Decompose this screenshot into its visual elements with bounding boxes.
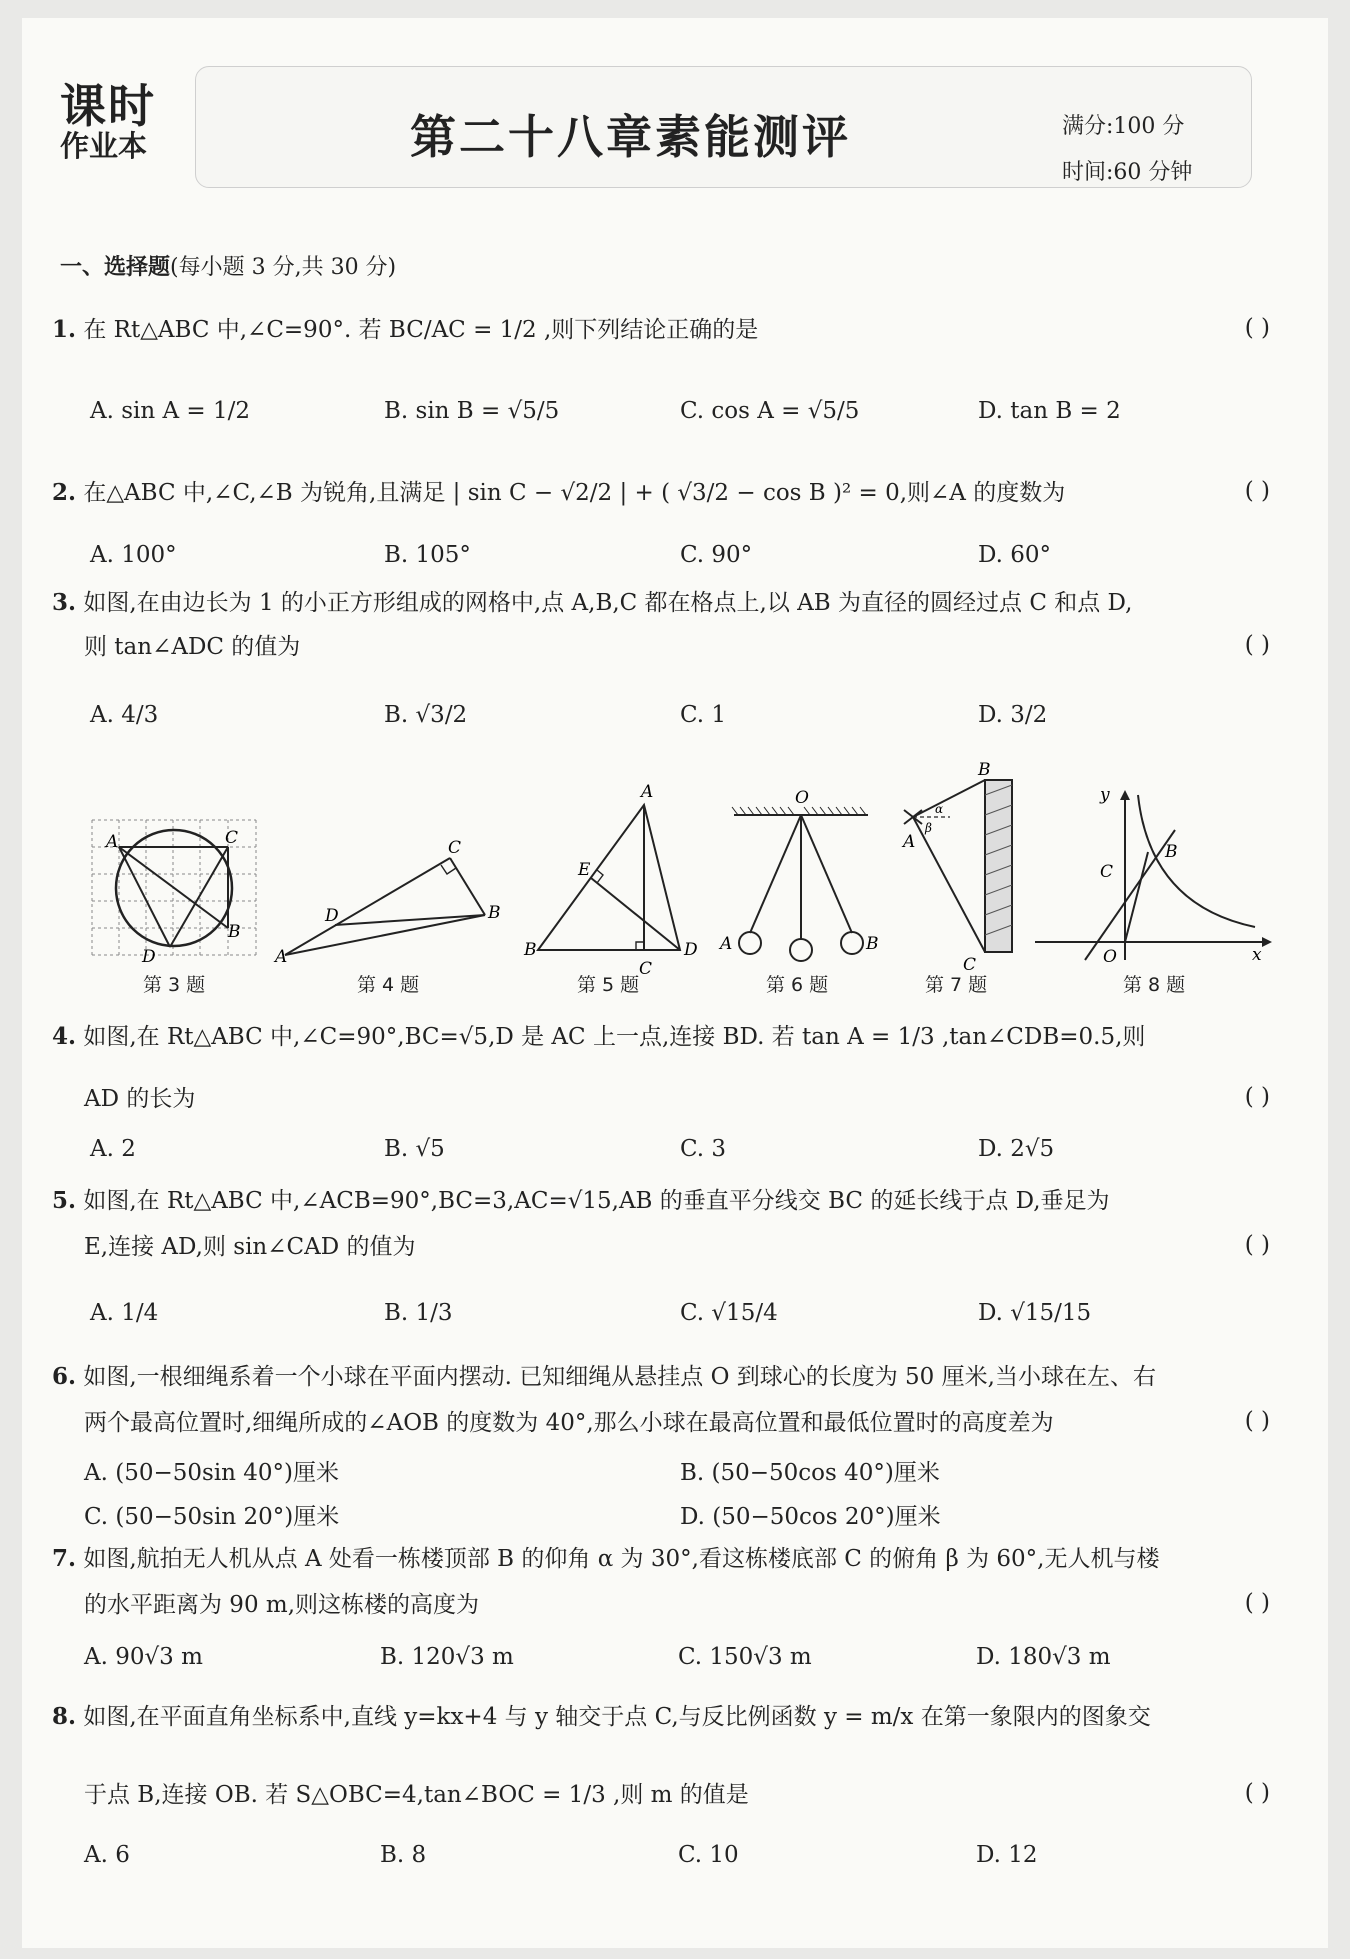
figure-5 xyxy=(538,805,680,950)
q4-option-a: A. 2 xyxy=(90,1136,136,1162)
fig4-label-c: C xyxy=(448,838,462,858)
page-title: 第二十八章素能测评 xyxy=(410,110,851,164)
q6-option-a: A. (50−50sin 40°)厘米 xyxy=(84,1460,340,1486)
q6-option-d: D. (50−50cos 20°)厘米 xyxy=(680,1504,941,1530)
answer-blank-4: ( ) xyxy=(1244,1084,1270,1110)
q2-option-c: C. 90° xyxy=(680,542,753,568)
fig6-label-a: A xyxy=(720,934,733,954)
question-5-line2: E,连接 AD,则 sin∠CAD 的值为 xyxy=(84,1234,416,1260)
fig5-label-a: A xyxy=(641,782,654,802)
q3-option-d: D. 3/2 xyxy=(978,702,1048,728)
fig3-label-d: D xyxy=(142,947,156,967)
caption-fig6: 第 6 题 xyxy=(766,974,829,996)
q7-option-c: C. 150√3 m xyxy=(678,1644,812,1670)
q3-option-a: A. 4/3 xyxy=(90,702,159,728)
figure-6 xyxy=(734,815,868,961)
fig3-label-c: C xyxy=(225,828,239,848)
fig7-label-b: B xyxy=(978,760,991,780)
q1-option-c: C. cos A = √5/5 xyxy=(680,398,860,424)
q5-option-a: A. 1/4 xyxy=(90,1300,159,1326)
q7-option-b: B. 120√3 m xyxy=(380,1644,514,1670)
figure-7 xyxy=(913,780,1012,952)
question-8: 8. 如图,在平面直角坐标系中,直线 y=kx+4 与 y 轴交于点 C,与反比例函数 y = m/x 在第一象限内的图象交 xyxy=(52,1703,1151,1730)
answer-blank-8: ( ) xyxy=(1244,1780,1270,1806)
question-4: 4. 如图,在 Rt△ABC 中,∠C=90°,BC=√5,D 是 AC 上一点,连接 BD. 若 tan A = 1/3 ,tan∠CDB=0.5,则 xyxy=(52,1023,1146,1050)
fig6-label-o: O xyxy=(795,788,809,808)
fig8-label-b: B xyxy=(1165,842,1178,862)
q7-option-d: D. 180√3 m xyxy=(976,1644,1111,1670)
fig5-label-e: E xyxy=(578,860,591,880)
caption-fig8: 第 8 题 xyxy=(1123,974,1186,996)
figure-4 xyxy=(285,858,485,955)
question-8-line2: 于点 B,连接 OB. 若 S△OBC=4,tan∠BOC = 1/3 ,则 m 的值是 xyxy=(84,1782,749,1808)
fig8-label-c: C xyxy=(1100,862,1114,882)
fig7-label-a: A xyxy=(903,832,916,852)
question-6: 6. 如图,一根细绳系着一个小球在平面内摆动. 已知细绳从悬挂点 O 到球心的长度为 50 厘米,当小球在左、右 xyxy=(52,1363,1156,1390)
fig5-label-d: D xyxy=(684,940,698,960)
fig4-label-d: D xyxy=(325,906,339,926)
fig3-label-a: A xyxy=(106,832,119,852)
q8-option-a: A. 6 xyxy=(84,1842,130,1868)
q6-option-c: C. (50−50sin 20°)厘米 xyxy=(84,1504,340,1530)
q2-option-d: D. 60° xyxy=(978,542,1052,568)
caption-fig5: 第 5 题 xyxy=(577,974,640,996)
figures-row xyxy=(0,755,1350,995)
fig5-label-c: C xyxy=(639,959,653,979)
q4-option-d: D. 2√5 xyxy=(978,1136,1055,1162)
caption-fig3: 第 3 题 xyxy=(143,974,206,996)
fig3-label-b: B xyxy=(228,922,241,942)
q8-option-c: C. 10 xyxy=(678,1842,739,1868)
answer-blank-7: ( ) xyxy=(1244,1590,1270,1616)
caption-fig7: 第 7 题 xyxy=(925,974,988,996)
logo xyxy=(60,79,190,163)
full-score: 满分:100 分 xyxy=(1062,114,1185,139)
q8-option-d: D. 12 xyxy=(976,1842,1038,1868)
q3-option-c: C. 1 xyxy=(680,702,727,728)
fig7-label-beta: β xyxy=(925,821,932,835)
figure-3 xyxy=(92,820,256,967)
question-3: 3. 如图,在由边长为 1 的小正方形组成的网格中,点 A,B,C 都在格点上,以 AB 为直径的圆经过点 C 和点 D, xyxy=(52,589,1133,616)
q6-option-b: B. (50−50cos 40°)厘米 xyxy=(680,1460,940,1486)
q5-option-c: C. √15/4 xyxy=(680,1300,778,1326)
logo-bottom: 作业本 xyxy=(60,129,148,163)
q1-option-d: D. tan B = 2 xyxy=(978,398,1121,424)
question-6-line2: 两个最高位置时,细绳所成的∠AOB 的度数为 40°,那么小球在最高位置和最低位置时的高度差为 xyxy=(84,1410,1054,1436)
fig4-label-b: B xyxy=(488,903,501,923)
question-4-line2: AD 的长为 xyxy=(84,1086,196,1112)
q1-option-b: B. sin B = √5/5 xyxy=(384,398,560,424)
answer-blank-1: ( ) xyxy=(1244,315,1270,341)
q2-option-a: A. 100° xyxy=(90,542,177,568)
q4-option-c: C. 3 xyxy=(680,1136,727,1162)
fig8-label-o: O xyxy=(1103,947,1117,967)
answer-blank-6: ( ) xyxy=(1244,1408,1270,1434)
q8-option-b: B. 8 xyxy=(380,1842,427,1868)
fig8-label-x: x xyxy=(1252,945,1262,965)
exam-meta xyxy=(1062,104,1192,196)
q5-option-d: D. √15/15 xyxy=(978,1300,1092,1326)
q7-option-a: A. 90√3 m xyxy=(84,1644,203,1670)
question-5: 5. 如图,在 Rt△ABC 中,∠ACB=90°,BC=3,AC=√15,AB 的垂直平分线交 BC 的延长线于点 D,垂足为 xyxy=(52,1187,1110,1214)
fig5-label-b: B xyxy=(524,940,537,960)
q2-option-b: B. 105° xyxy=(384,542,471,568)
caption-fig4: 第 4 题 xyxy=(357,974,420,996)
fig8-label-y: y xyxy=(1100,785,1110,805)
question-2: 2. 在△ABC 中,∠C,∠B 为锐角,且满足 | sin C − √2/2 | + ( √3/2 − cos B )² = 0,则∠A 的度数为 xyxy=(52,479,1066,506)
fig4-label-a: A xyxy=(275,947,288,967)
fig7-label-c: C xyxy=(963,955,977,975)
q4-option-b: B. √5 xyxy=(384,1136,445,1162)
question-3-line2: 则 tan∠ADC 的值为 xyxy=(84,634,301,660)
question-1: 1. 在 Rt△ABC 中,∠C=90°. 若 BC/AC = 1/2 ,则下列结论正确的是 xyxy=(52,316,759,343)
q5-option-b: B. 1/3 xyxy=(384,1300,453,1326)
q1-option-a: A. sin A = 1/2 xyxy=(90,398,251,424)
question-7: 7. 如图,航拍无人机从点 A 处看一栋楼顶部 B 的仰角 α 为 30°,看这栋楼底部 C 的俯角 β 为 60°,无人机与楼 xyxy=(52,1545,1160,1572)
answer-blank-5: ( ) xyxy=(1244,1232,1270,1258)
question-7-line2: 的水平距离为 90 m,则这栋楼的高度为 xyxy=(84,1592,480,1618)
answer-blank-3: ( ) xyxy=(1244,632,1270,658)
fig6-label-b: B xyxy=(866,934,879,954)
q3-option-b: B. √3/2 xyxy=(384,702,468,728)
figure-8 xyxy=(1035,793,1270,960)
drone-icon xyxy=(904,810,922,824)
time-limit: 时间:60 分钟 xyxy=(1062,160,1193,185)
section-heading: 一、选择题(每小题 3 分,共 30 分) xyxy=(60,254,397,280)
fig7-label-alpha: α xyxy=(935,802,944,816)
logo-top: 课时 xyxy=(60,79,156,133)
answer-blank-2: ( ) xyxy=(1244,478,1270,504)
